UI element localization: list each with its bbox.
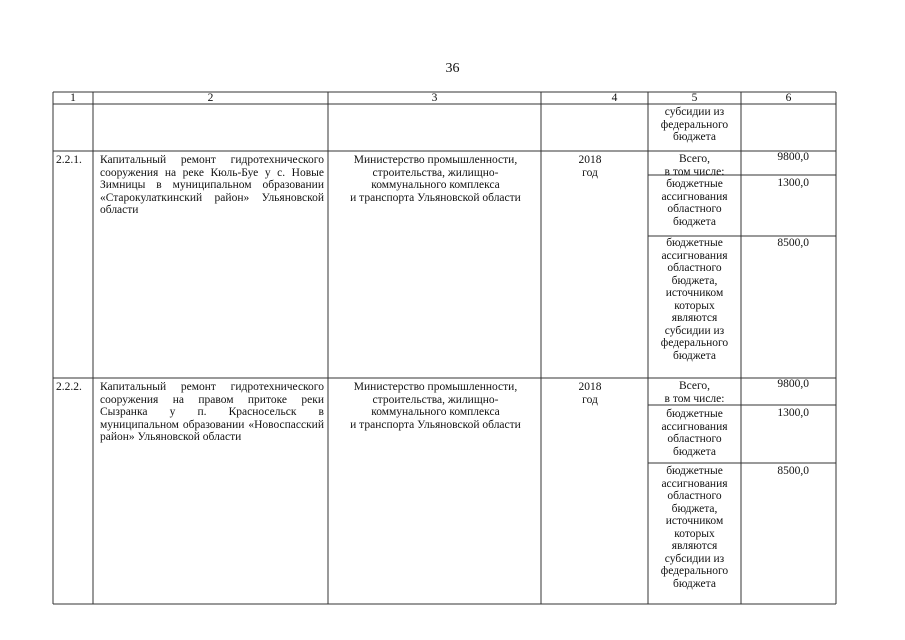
row-1-sub1-label: бюджетные ассигнования областного бюджета	[661, 178, 728, 228]
row-1-object: Капитальный ремонт гидротехнического сооружения на реке Кюль-Буе у с. Новые Зимницы в муниципальном образовании «Старокулаткинский район» Ульяновской области	[100, 154, 324, 216]
row-1-sub2-value: 8500,0	[777, 237, 809, 249]
row-2-number: 2.2.2.	[56, 381, 82, 393]
row-2-object: Капитальный ремонт гидротехнического сооружения на правом притоке реки Сызранка у п. Красносельск в муниципальном образовании «Новоспасский район» Ульяновской области	[100, 381, 324, 443]
row-1-sub2-label: бюджетные ассигнования областного бюджета, источником которых являются субсидии из федерального бюджета	[660, 237, 729, 362]
row-2-sub2-value: 8500,0	[777, 465, 809, 477]
header-col-6: 6	[785, 92, 792, 104]
row-2-sub1-value: 1300,0	[777, 407, 809, 419]
page-number: 36	[445, 61, 460, 76]
row-2-total-value: 9800,0	[777, 378, 809, 390]
header-col-5: 5	[691, 92, 698, 104]
row-2-sub2-label: бюджетные ассигнования областного бюджета, источником которых являются субсидии из федерального бюджета	[660, 465, 729, 590]
row-1-total-value: 9800,0	[777, 151, 809, 163]
row-1-total-label: Всего, в том числе:	[664, 153, 725, 178]
row-1-year: 2018 год	[578, 154, 602, 179]
row-1-number: 2.2.1.	[56, 154, 82, 166]
header-col-1: 1	[70, 92, 76, 104]
row-2-sub1-label: бюджетные ассигнования областного бюджета	[661, 408, 728, 458]
header-col-3: 3	[431, 92, 438, 104]
row-2-year: 2018 год	[578, 381, 602, 406]
header-col-2: 2	[207, 92, 214, 104]
row-1-executor: Министерство промышленности, строительства, жилищно- коммунального комплекса и транспорта Ульяновской области	[350, 154, 521, 204]
row-2-executor: Министерство промышленности, строительства, жилищно- коммунального комплекса и транспорта Ульяновской области	[350, 381, 521, 431]
header-col-4: 4	[611, 92, 618, 104]
row-1-sub1-value: 1300,0	[777, 177, 809, 189]
continued-col5: субсидии из федерального бюджета	[660, 106, 729, 143]
row-2-total-label: Всего, в том числе:	[664, 380, 725, 405]
